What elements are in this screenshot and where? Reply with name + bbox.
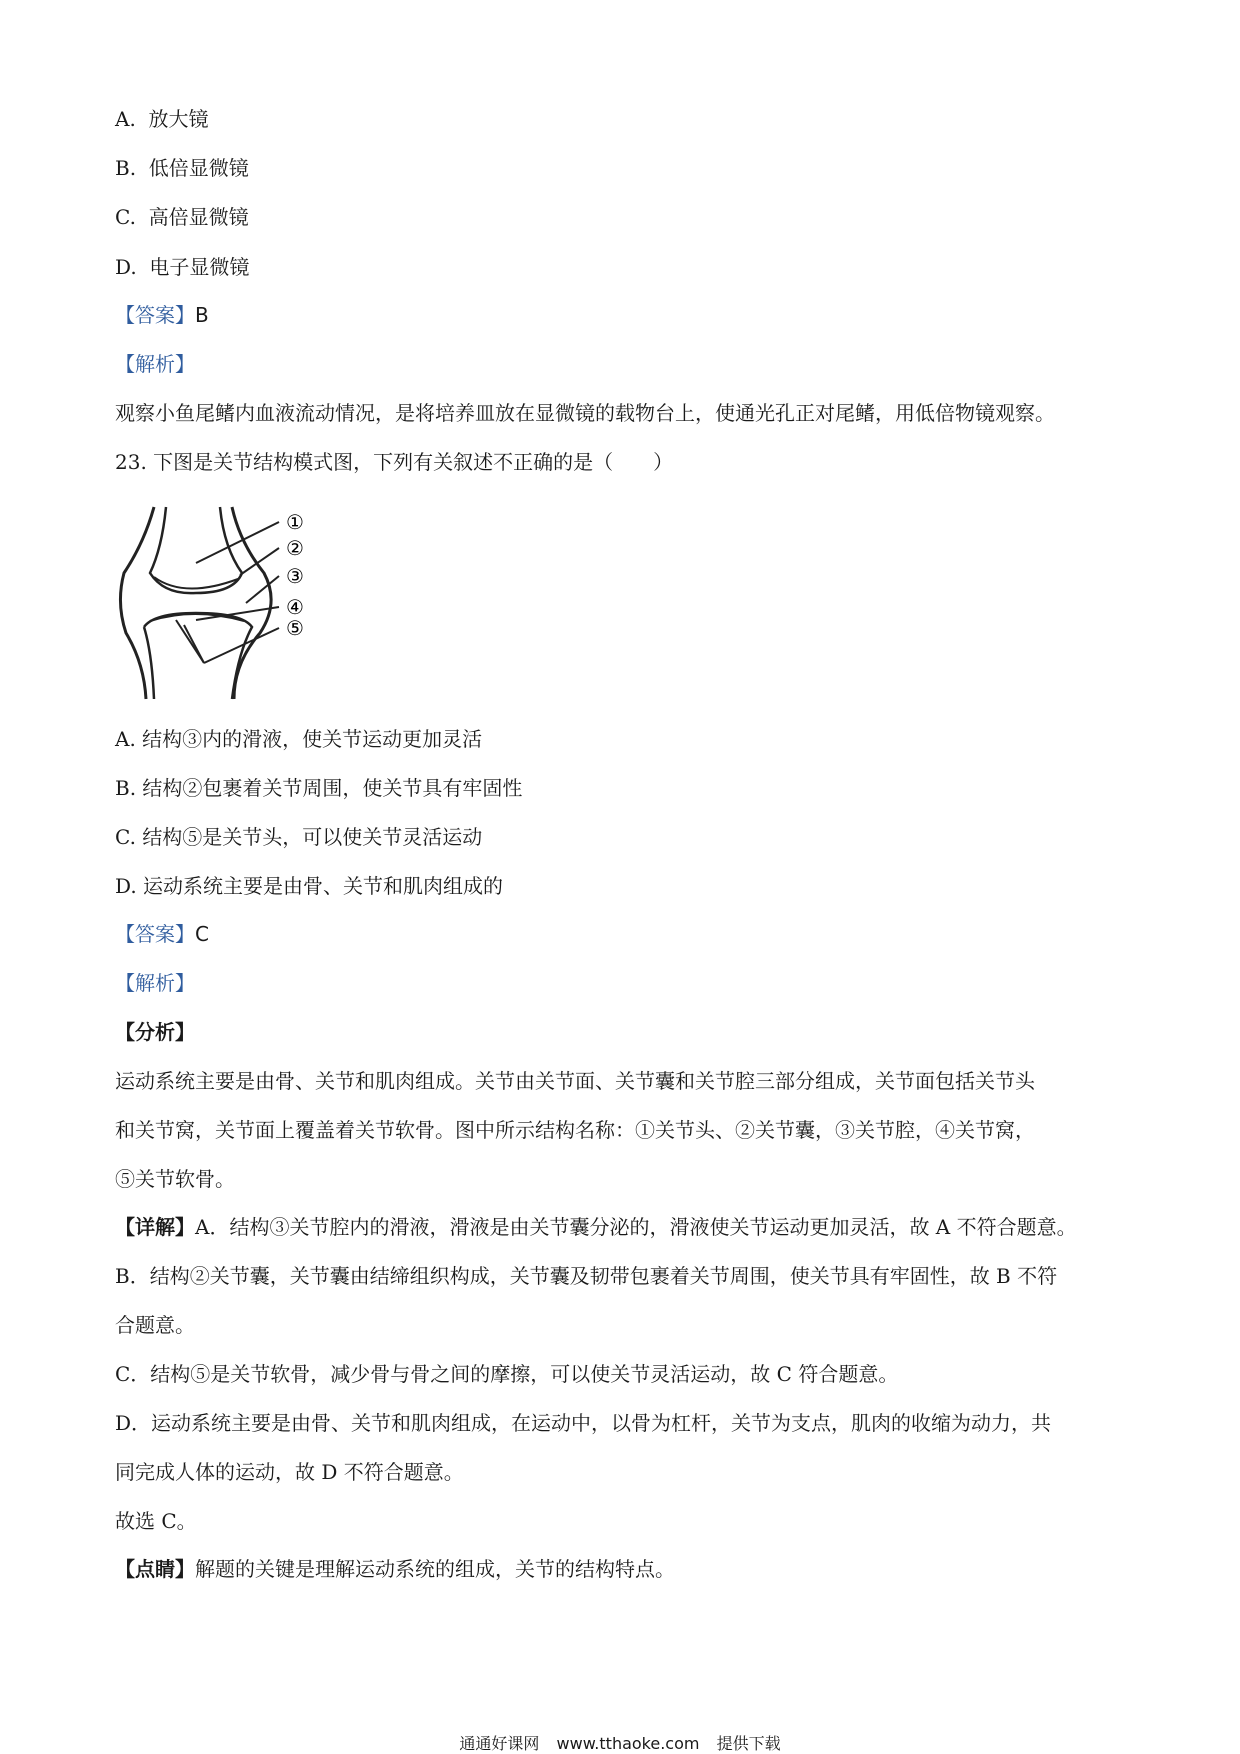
- q23-fenxi-line-3: ⑤关节软骨。: [115, 1167, 235, 1191]
- q23-detail-b-line-2: 合题意。: [115, 1313, 195, 1337]
- q22-option-c: C. 高倍显微镜: [115, 205, 249, 229]
- q22-analysis-tag: 【解析】: [115, 352, 195, 376]
- q23-fenxi-line-1: 运动系统主要是由骨、关节和肌肉组成。关节由关节面、关节囊和关节腔三部分组成，关节面包括关节头: [115, 1069, 1035, 1093]
- figure-label-5: ⑤: [286, 616, 304, 640]
- q23-fenxi-tag: 【分析】: [115, 1020, 195, 1044]
- figure-label-4: ④: [286, 595, 304, 619]
- capsule-left-outline: [120, 507, 154, 699]
- q23-detail-c: C．结构⑤是关节软骨，减少骨与骨之间的摩擦，可以使关节灵活运动，故 C 符合题意。: [115, 1362, 899, 1386]
- answer-tag: 【答案】: [115, 303, 195, 327]
- q23-option-a: A. 结构③内的滑液，使关节运动更加灵活: [115, 727, 483, 751]
- page-footer: [0, 1731, 1240, 1754]
- joint-structure-diagram: [114, 503, 354, 703]
- footer-site-name: 通通好课网: [459, 1734, 540, 1753]
- leader-line-5c: [184, 625, 204, 663]
- figure-label-2: ②: [286, 536, 304, 560]
- figure-label-3: ③: [286, 564, 304, 588]
- q23-answer: 【答案】C: [115, 922, 209, 946]
- q23-option-c: C. 结构⑤是关节头，可以使关节灵活运动: [115, 825, 483, 849]
- q22-option-a: A. 放大镜: [115, 107, 209, 131]
- leader-line-2: [240, 548, 279, 575]
- detail-tag: 【详解】: [115, 1215, 195, 1239]
- leader-line-5b: [204, 628, 279, 663]
- q23-detail-d-line-2: 同完成人体的运动，故 D 不符合题意。: [115, 1460, 464, 1484]
- leader-line-3: [246, 576, 279, 603]
- figure-label-1: ①: [286, 510, 304, 534]
- q22-answer: 【答案】B: [115, 303, 209, 327]
- q23-option-d: D. 运动系统主要是由骨、关节和肌肉组成的: [115, 874, 504, 898]
- dianjing-tag: 【点睛】: [115, 1557, 195, 1581]
- q22-analysis-text: 观察小鱼尾鳍内血液流动情况，是将培养皿放在显微镜的载物台上，使通光孔正对尾鳍，用低倍物镜观察。: [115, 401, 1055, 425]
- q23-stem: 23. 下图是关节结构模式图，下列有关叙述不正确的是（ ）: [115, 450, 674, 474]
- q23-option-b: B. 结构②包裹着关节周围，使关节具有牢固性: [115, 776, 523, 800]
- q23-detail-a: 【详解】A．结构③关节腔内的滑液，滑液是由关节囊分泌的，滑液使关节运动更加灵活，故 A 不符合题意。: [115, 1215, 1077, 1239]
- q23-detail-b-line-1: B．结构②关节囊，关节囊由结缔组织构成，关节囊及韧带包裹着关节周围，使关节具有牢固性，故 B 不符: [115, 1264, 1058, 1288]
- q23-detail-d-line-1: D．运动系统主要是由骨、关节和肌肉组成，在运动中，以骨为杠杆，关节为支点，肌肉的收缩为动力，共: [115, 1411, 1052, 1435]
- answer-tag: 【答案】: [115, 922, 195, 946]
- q22-option-d: D. 电子显微镜: [115, 255, 250, 279]
- q23-dianjing: 【点睛】解题的关键是理解运动系统的组成，关节的结构特点。: [115, 1557, 675, 1581]
- q23-analysis-tag: 【解析】: [115, 971, 195, 995]
- q23-conclusion: 故选 C。: [115, 1509, 197, 1533]
- q23-fenxi-line-2: 和关节窝，关节面上覆盖着关节软骨。图中所示结构名称：①关节头、②关节囊，③关节腔，④关节窝，: [115, 1118, 1035, 1142]
- q22-option-b: B. 低倍显微镜: [115, 156, 249, 180]
- footer-note: 提供下载: [716, 1734, 781, 1753]
- footer-url[interactable]: www.tthaoke.com: [556, 1734, 700, 1753]
- upper-bone: [150, 507, 242, 593]
